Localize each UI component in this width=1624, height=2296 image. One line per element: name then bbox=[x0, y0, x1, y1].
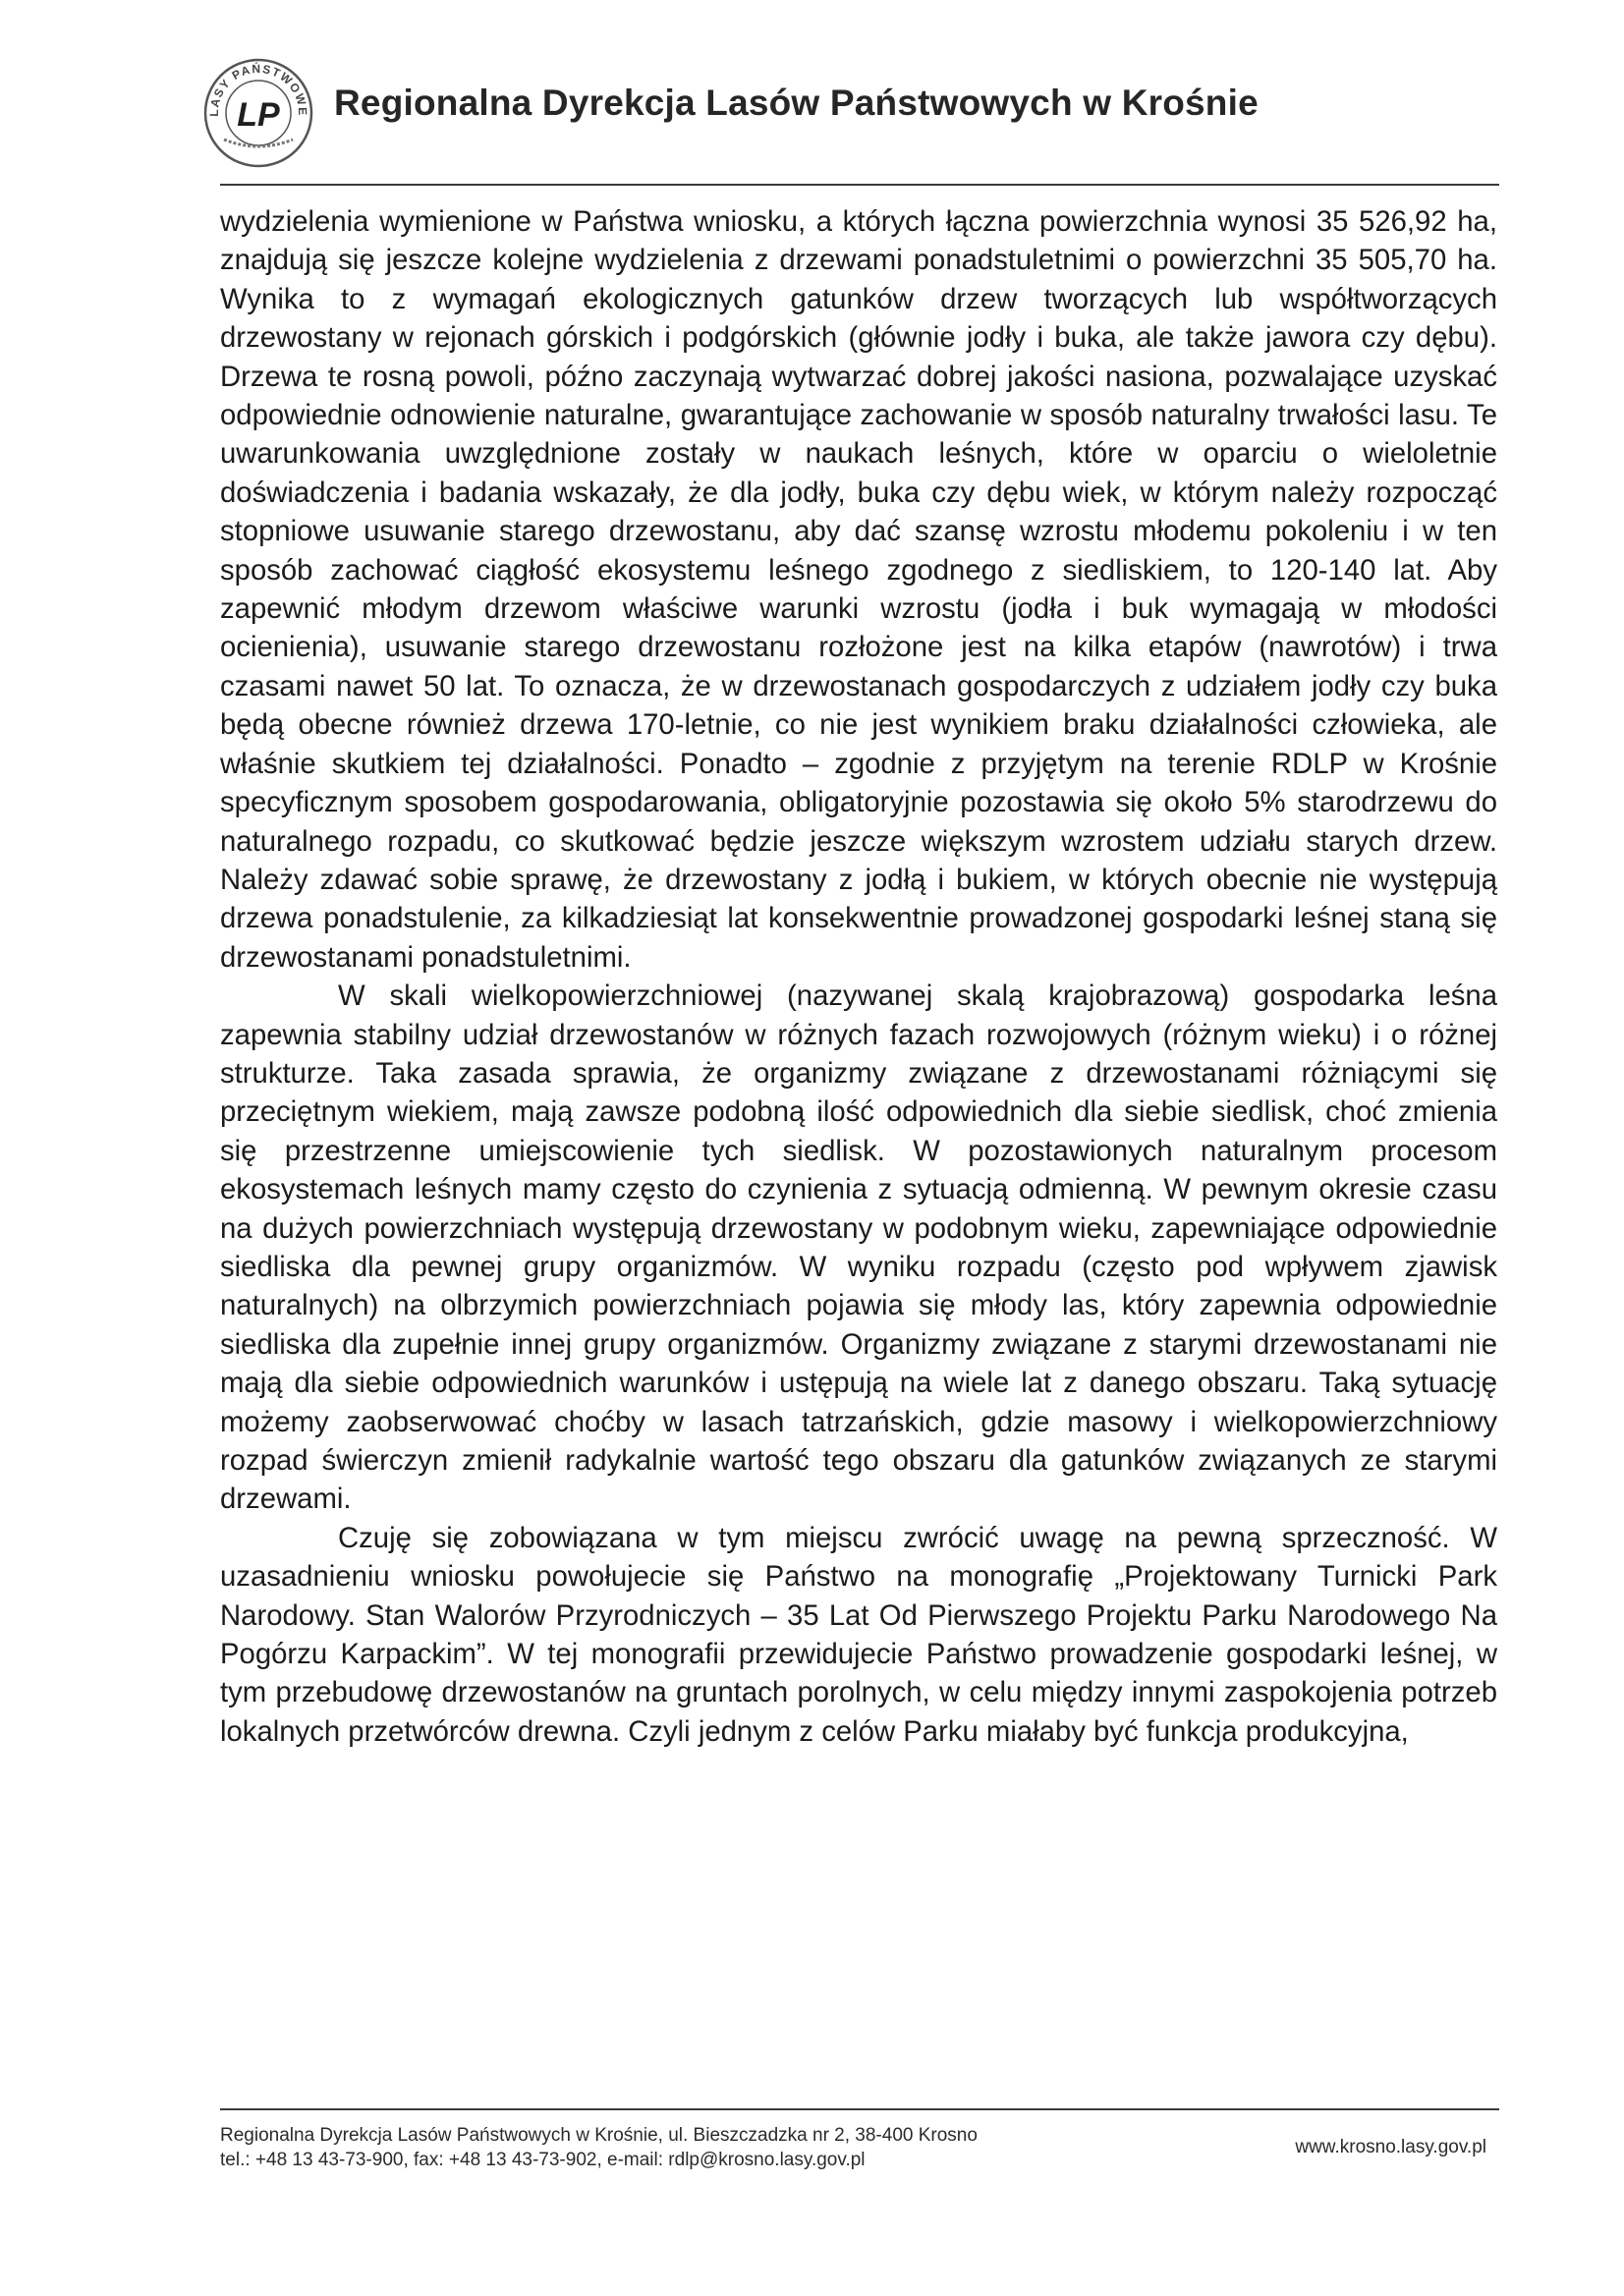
footer-contact bbox=[220, 2123, 1203, 2172]
lasy-panstwowe-logo bbox=[202, 57, 314, 169]
paragraph-3: Czuję się zobowiązana w tym miejscu zwrócić uwagę na pewną sprzeczność. W uzasadnieniu wniosku powołujecie się Państwo na monografię „Projektowany Turnicki Park Narodowy. Stan Walorów Przyrodniczych – 35 Lat Od Pierwszego Projektu Parku Narodowego Na Pogórzu Karpackim”. W tej monografii przewidujecie Państwo prowadzenie gospodarki leśnej, w tym przebudowę drzewostanów na gruntach porolnych, w celu między innymi zaspokojenia potrzeb lokalnych przetwórców drewna. Czyli jednym z celów Parku miałaby być funkcja produkcyjna, bbox=[220, 1521, 1497, 1748]
logo-letters: LP bbox=[237, 96, 280, 134]
footer-phone-email: tel.: +48 13 43-73-900, fax: +48 13 43-73-902, e-mail: rdlp@krosno.lasy.gov.pl bbox=[220, 2150, 866, 2170]
paragraph-2: W skali wielkopowierzchniowej (nazywanej skalą krajobrazową) gospodarka leśna zapewnia stabilny udział drzewostanów w różnych fazach rozwojowych (różnym wieku) i o różnej strukturze. Taka zasada sprawia, że organizmy związane z drzewostanami różniącymi się przeciętnym wiekiem, mają zawsze podobną ilość odpowiednich dla siebie siedlisk, choć zmienia się przestrzenne umiejscowienie tych siedlisk. W pozostawionych naturalnym procesom ekosystemach leśnych mamy często do czynienia z sytuacją odmienną. W pewnym okresie czasu na dużych powierzchniach występują drzewostany w podobnym wieku, zapewniające odpowiednie siedliska dla pewnej grupy organizmów. W wyniku rozpadu (często pod wpływem zjawisk naturalnych) na olbrzymich powierzchniach pojawia się młody las, który zapewnia odpowiednie siedliska dla zupełnie innej grupy organizmów. Organizmy związane z starymi drzewostanami nie mają dla siebie odpowiednich warunków i ustępują na wiele lat z danego obszaru. Taką sytuację możemy zaobserwować choćby w lasach tatrzańskich, gdzie masowy i wielkopowierzchniowy rozpad świerczyn zmienił radykalnie wartość tego obszaru dla gatunków związanych ze starymi drzewami. bbox=[220, 980, 1497, 1516]
footer-website: www.krosno.lasy.gov.pl bbox=[1295, 2137, 1486, 2157]
header-divider bbox=[220, 184, 1499, 186]
paragraph-1: wydzielenia wymienione w Państwa wniosku, a których łączna powierzchnia wynosi 35 526,92 ha, znajdują się jeszcze kolejne wydzielenia z drzewami ponadstuletnimi o powierzchni 35 505,70 ha. Wynika to z wymagań ekologicznych gatunków drzew tworzących lub współtworzących drzewostany w rejonach górskich i podgórskich (głównie jodły i buka, ale także jawora czy dębu). Drzewa te rosną powoli, późno zaczynają wytwarzać dobrej jakości nasiona, pozwalające uzyskać odpowiednie odnowienie naturalne, gwarantujące zachowanie w sposób naturalny trwałości lasu. Te uwarunkowania uwzględnione zostały w naukach leśnych, które w oparciu o wieloletnie doświadczenia i badania wskazały, że dla jodły, buka czy dębu wiek, w którym należy rozpocząć stopniowe usuwanie starego drzewostanu, aby dać szansę wzrostu młodemu pokoleniu i w ten sposób zachować ciągłość ekosystemu leśnego zgodnego z siedliskiem, to 120-140 lat. Aby zapewnić młodym drzewom właściwe warunki wzrostu (jodła i buk wymagają w młodości ocienienia), usuwanie starego drzewostanu rozłożone jest na kilka etapów (nawrotów) i trwa czasami nawet 50 lat. To oznacza, że w drzewostanach gospodarczych z udziałem jodły czy buka będą obecne również drzewa 170-letnie, co nie jest wynikiem braku działalności człowieka, ale właśnie skutkiem tej działalności. Ponadto – zgodnie z przyjętym na terenie RDLP w Krośnie specyficznym sposobem gospodarowania, obligatoryjnie pozostawia się około 5% starodrzewu do naturalnego rozpadu, co skutkować będzie jeszcze większym wzrostem udziału starych drzew. Należy zdawać sobie sprawę, że drzewostany z jodłą i bukiem, w których obecnie nie występują drzewa ponadstulenie, za kilkadziesiąt lat konsekwentnie prowadzonej gospodarki leśnej staną się drzewostanami ponadstuletnimi. bbox=[220, 205, 1497, 974]
footer-address: Regionalna Dyrekcja Lasów Państwowych w Krośnie, ul. Bieszczadzka nr 2, 38-400 Krosno bbox=[220, 2125, 978, 2146]
organization-title: Regionalna Dyrekcja Lasów Państwowych w Krośnie bbox=[334, 83, 1259, 123]
footer-divider bbox=[220, 2108, 1499, 2110]
letter-body bbox=[220, 202, 1497, 1751]
logo-ring-text: LASY PAŃSTWOWE bbox=[206, 61, 310, 117]
